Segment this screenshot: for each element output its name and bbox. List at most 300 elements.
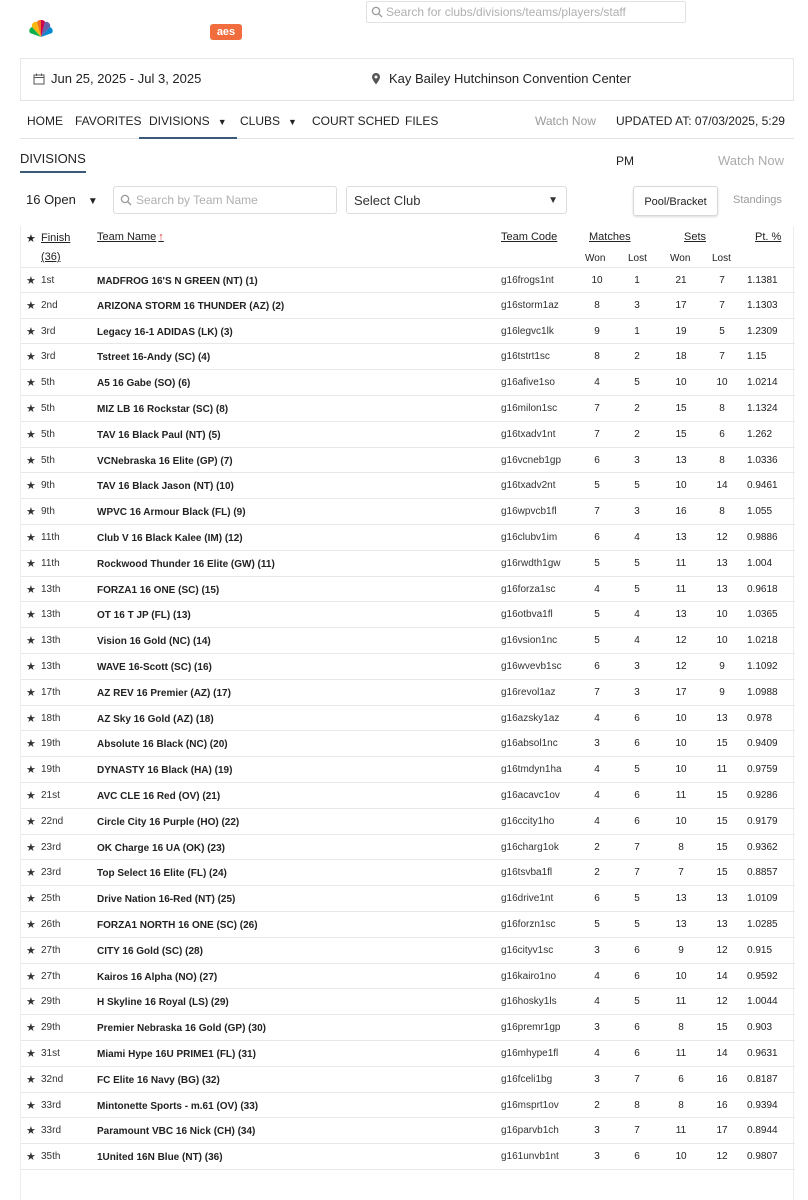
cell-matches-lost: 5 [634,480,640,492]
cell-team-code: g16vcneb1gp [501,454,562,466]
cell-team-name[interactable]: Vision 16 Gold (NC) (14) [97,636,211,648]
cell-pt-pct: 1.1381 [747,275,778,286]
favorite-star-icon[interactable]: ★ [26,944,36,957]
table-row[interactable] [21,344,795,370]
table-row[interactable] [21,293,795,319]
cell-matches-won: 8 [594,351,600,363]
cell-sets-won: 17 [675,686,687,698]
cell-matches-lost: 8 [634,1099,640,1111]
nav-home[interactable]: HOME [27,114,63,128]
favorite-star-icon[interactable]: ★ [26,841,36,854]
table-row[interactable] [21,628,795,654]
cell-team-code: g16forza1sc [501,583,556,595]
cell-team-name[interactable]: Paramount VBC 16 Nick (CH) (34) [97,1126,256,1138]
favorite-star-icon[interactable]: ★ [26,1047,36,1060]
cell-team-name[interactable]: Mintonette Sports - m.61 (OV) (33) [97,1100,259,1112]
cell-sets-lost: 11 [716,764,728,776]
cell-finish: 9th [41,480,55,492]
cell-team-name[interactable]: FORZA1 NORTH 16 ONE (SC) (26) [97,919,258,931]
tab-divisions[interactable]: DIVISIONS [20,151,86,173]
event-venue[interactable] [371,71,631,86]
cell-sets-won: 7 [678,867,684,879]
cell-matches-won: 5 [594,609,600,621]
cell-team-code: g16mhype1fl [501,1047,559,1059]
cell-sets-won: 11 [675,557,687,569]
cell-team-code: g16tsvba1fl [501,867,553,879]
cell-team-name[interactable]: TAV 16 Black Jason (NT) (10) [97,481,234,493]
cell-sets-lost: 10 [716,635,728,647]
table-row[interactable] [21,396,795,422]
cell-matches-won: 4 [594,1047,600,1059]
favorite-star-icon[interactable]: ★ [26,377,36,390]
table-row[interactable] [21,680,795,706]
search-icon [120,194,132,206]
cell-sets-won: 9 [678,944,684,956]
cell-team-name[interactable]: Circle City 16 Purple (HO) (22) [97,816,240,828]
header-matches[interactable]: Matches [589,231,631,243]
table-row[interactable] [21,964,795,990]
cell-matches-won: 3 [594,1151,600,1163]
cell-pt-pct: 1.15 [747,351,767,363]
cell-sets-lost: 17 [716,1125,728,1137]
cell-finish: 26th [41,918,61,930]
cell-sets-won: 15 [675,402,687,414]
cell-matches-won: 2 [594,841,600,853]
table-row[interactable] [21,835,795,861]
top-header [0,0,808,100]
table-row[interactable] [21,319,795,345]
nav-court-sched[interactable]: COURT SCHED [312,114,400,128]
cell-sets-won: 13 [675,609,687,621]
favorite-star-icon[interactable]: ★ [26,583,36,596]
cell-sets-lost: 15 [716,841,728,853]
table-row[interactable] [21,473,795,499]
cell-team-code: g16forzn1sc [501,918,556,930]
cell-team-name[interactable]: AVC CLE 16 Red (OV) (21) [97,790,221,802]
cell-matches-lost: 2 [634,402,640,414]
cell-sets-lost: 10 [716,377,728,389]
star-icon: ★ [26,233,36,245]
nav-files[interactable]: FILES [405,114,439,128]
cell-finish: 29th [41,996,61,1008]
calendar-icon [33,73,45,85]
cell-sets-lost: 13 [716,583,728,595]
cell-sets-won: 11 [675,1047,687,1059]
favorite-star-icon[interactable]: ★ [26,299,36,312]
chevron-down-icon: ▼ [548,195,558,206]
chevron-down-icon: ▼ [217,117,227,127]
cell-matches-won: 7 [594,402,600,414]
favorite-star-icon[interactable]: ★ [26,1022,36,1035]
cell-sets-won: 11 [675,1125,687,1137]
favorite-star-icon[interactable]: ★ [26,1125,36,1138]
cell-sets-won: 13 [675,454,687,466]
favorite-star-icon[interactable]: ★ [26,506,36,519]
cell-finish: 22nd [41,815,64,827]
cell-finish: 11th [41,557,60,569]
cell-matches-won: 6 [594,660,600,672]
cell-pt-pct: 0.8857 [747,867,778,879]
filters-bar [20,184,794,218]
cell-team-name[interactable]: Club V 16 Black Kalee (IM) (12) [97,532,243,544]
cell-sets-won: 13 [675,893,687,905]
favorite-star-icon[interactable]: ★ [26,428,36,441]
favorite-star-icon[interactable]: ★ [26,402,36,415]
header-team-code[interactable]: Team Code [501,231,558,243]
main-nav [20,100,794,168]
nav-clubs-label: CLUBS [240,114,281,128]
cell-finish: 32nd [41,1073,64,1085]
division-select-value: 16 Open [26,192,76,207]
cell-matches-won: 7 [594,506,600,518]
table-row[interactable] [21,267,795,293]
cell-sets-lost: 16 [716,1099,728,1111]
team-search-placeholder: Search by Team Name [136,193,258,207]
cell-team-name[interactable]: Drive Nation 16-Red (NT) (25) [97,894,236,906]
table-body [21,267,795,1170]
favorite-star-icon[interactable]: ★ [26,867,36,880]
cell-matches-lost: 3 [634,660,640,672]
cell-team-name[interactable]: MADFROG 16'S N GREEN (NT) (1) [97,276,258,287]
cell-sets-lost: 7 [719,351,725,363]
favorite-star-icon[interactable]: ★ [26,1099,36,1112]
table-row[interactable] [21,602,795,628]
cell-pt-pct: 0.8187 [747,1073,778,1085]
cell-matches-lost: 5 [634,893,640,905]
watch-now-link[interactable]: Watch Now [535,114,596,128]
cell-team-code: g16premr1gp [501,1022,561,1034]
cell-team-code: g16milon1sc [501,402,558,414]
cell-matches-lost: 2 [634,351,640,363]
table-row[interactable] [21,525,795,551]
cell-sets-won: 12 [675,635,687,647]
favorite-star-icon[interactable]: ★ [26,325,36,338]
favorite-star-icon[interactable]: ★ [26,351,36,364]
cell-sets-won: 11 [675,789,687,801]
cell-matches-won: 4 [594,377,600,389]
table-row[interactable] [21,757,795,783]
favorite-star-icon[interactable]: ★ [26,918,36,931]
header-finish-count: (36) [41,251,61,263]
cell-matches-lost: 5 [634,557,640,569]
chevron-down-icon: ▼ [288,117,297,127]
cell-team-name[interactable]: Miami Hype 16U PRIME1 (FL) (31) [97,1048,256,1060]
favorite-star-icon[interactable]: ★ [26,686,36,699]
table-row[interactable] [21,1093,795,1119]
cell-team-code: g16hosky1ls [501,996,557,1008]
cell-matches-won: 5 [594,557,600,569]
favorite-star-icon[interactable]: ★ [26,454,36,467]
favorite-star-icon[interactable]: ★ [26,738,36,751]
cell-sets-won: 8 [678,1022,684,1034]
table-row[interactable] [21,551,795,577]
cell-team-code: g16kairo1no [501,970,557,982]
event-dates [33,71,201,86]
cell-team-code: g16txadv1nt [501,428,556,440]
cell-matches-lost: 4 [634,635,640,647]
cell-team-name[interactable]: AZ Sky 16 Gold (AZ) (18) [97,713,214,725]
cell-finish: 5th [41,454,55,466]
cell-sets-won: 11 [675,583,687,595]
table-row[interactable] [21,731,795,757]
cell-finish: 13th [41,609,61,621]
favorite-star-icon[interactable]: ★ [26,1073,36,1086]
cell-pt-pct: 0.9409 [747,738,778,750]
table-header-row [21,226,795,248]
cell-team-name[interactable]: Legacy 16-1 ADIDAS (LK) (3) [97,326,233,338]
cell-team-name[interactable]: Absolute 16 Black (NC) (20) [97,739,228,751]
cell-finish: 33rd [41,1099,62,1111]
cell-matches-lost: 6 [634,712,640,724]
cell-team-code: g16vsion1nc [501,635,558,647]
cell-pt-pct: 1.0988 [747,686,778,698]
cell-team-code: g16legvc1lk [501,325,554,337]
cell-matches-won: 2 [594,867,600,879]
table-row[interactable] [21,654,795,680]
cell-finish: 23rd [41,867,62,879]
cell-finish: 35th [41,1151,61,1163]
cell-matches-won: 7 [594,428,600,440]
cell-team-code: g16otbva1fl [501,609,553,621]
updated-timestamp: UPDATED AT: 07/03/2025, 5:29 PM [616,114,785,168]
favorite-star-icon[interactable]: ★ [26,764,36,777]
cell-team-name[interactable]: Top Select 16 Elite (FL) (24) [97,868,227,880]
cell-sets-lost: 8 [719,454,725,466]
standings-tab[interactable]: Standings [733,194,782,206]
cell-team-name[interactable]: Kairos 16 Alpha (NO) (27) [97,971,218,983]
cell-team-code: g16tmdyn1ha [501,764,562,776]
cell-sets-lost: 16 [716,1073,728,1085]
table-row[interactable] [21,1118,795,1144]
cell-team-name[interactable]: Tstreet 16-Andy (SC) (4) [97,352,211,364]
table-row[interactable] [21,448,795,474]
favorite-star-icon[interactable]: ★ [26,789,36,802]
table-row[interactable] [21,706,795,732]
cell-sets-won: 16 [675,506,687,518]
table-row[interactable] [21,1015,795,1041]
cell-pt-pct: 1.0218 [747,635,778,647]
favorite-star-icon[interactable]: ★ [26,275,36,287]
cell-team-code: g16storm1az [501,299,559,311]
table-row[interactable] [21,912,795,938]
cell-finish: 9th [41,506,55,518]
cell-sets-lost: 15 [716,789,728,801]
cell-team-name[interactable]: 1United 16N Blue (NT) (36) [97,1152,223,1164]
cell-pt-pct: 0.915 [747,944,773,956]
favorite-star-icon[interactable]: ★ [26,635,36,648]
cell-matches-lost: 5 [634,764,640,776]
table-row[interactable] [21,809,795,835]
sponsor-logo: aes [210,24,242,40]
cell-pt-pct: 1.055 [747,506,773,518]
cell-pt-pct: 0.978 [747,712,773,724]
cell-pt-pct: 0.9179 [747,815,778,827]
cell-team-name[interactable]: ARIZONA STORM 16 THUNDER (AZ) (2) [97,300,285,312]
cell-matches-lost: 4 [634,609,640,621]
cell-matches-won: 6 [594,454,600,466]
cell-matches-won: 4 [594,712,600,724]
cell-matches-lost: 5 [634,918,640,930]
cell-team-name[interactable]: FC Elite 16 Navy (BG) (32) [97,1074,220,1086]
nav-clubs[interactable] [240,101,297,139]
table-subheader-row [21,248,795,266]
cell-team-name[interactable]: H Skyline 16 Royal (LS) (29) [97,997,229,1009]
cell-sets-lost: 14 [716,480,728,492]
cell-sets-lost: 7 [719,275,725,286]
table-row[interactable] [21,1067,795,1093]
table-row[interactable] [21,422,795,448]
favorite-star-icon[interactable]: ★ [26,996,36,1009]
cell-finish: 27th [41,970,61,982]
favorite-star-icon[interactable]: ★ [26,1151,36,1164]
cell-team-code: g16charg1ok [501,841,559,853]
cell-team-name[interactable]: OK Charge 16 UA (OK) (23) [97,842,225,854]
header-team-name[interactable] [97,231,164,243]
nav-divisions[interactable] [139,101,237,139]
cell-matches-won: 5 [594,918,600,930]
cell-team-name[interactable]: A5 16 Gabe (SO) (6) [97,378,191,390]
header-sets-won: Won [670,253,691,264]
table-row[interactable] [21,783,795,809]
header-matches-won: Won [585,253,606,264]
cell-matches-won: 3 [594,1073,600,1085]
favorite-star-icon[interactable]: ★ [26,970,36,983]
cell-team-name[interactable]: CITY 16 Gold (SC) (28) [97,945,203,957]
cell-finish: 27th [41,944,61,956]
cell-finish: 1st [41,275,55,286]
nav-favorites[interactable]: FAVORITES [75,114,142,128]
cell-matches-won: 7 [594,686,600,698]
cell-pt-pct: 1.0285 [747,918,778,930]
cell-pt-pct: 0.9759 [747,764,778,776]
cell-sets-won: 8 [678,841,684,853]
cell-team-code: g16revol1az [501,686,556,698]
cell-team-code: g16parvb1ch [501,1125,559,1137]
cell-finish: 5th [41,402,55,414]
cell-finish: 23rd [41,841,62,853]
cell-matches-lost: 1 [634,325,640,337]
cell-finish: 29th [41,1022,61,1034]
cell-matches-lost: 7 [634,867,640,879]
watch-now-link-2[interactable]: Watch Now [718,153,784,168]
cell-matches-won: 3 [594,1125,600,1137]
cell-sets-won: 11 [675,996,687,1008]
cell-team-code: g16wpvcb1fl [501,506,557,518]
cell-team-name[interactable]: Premier Nebraska 16 Gold (GP) (30) [97,1023,266,1035]
cell-sets-lost: 12 [716,996,728,1008]
cell-team-code: g16absol1nc [501,738,558,750]
cell-sets-lost: 15 [716,738,728,750]
header-matches-lost: Lost [628,253,647,264]
cell-finish: 5th [41,377,55,389]
cell-matches-won: 3 [594,1022,600,1034]
peacock-icon[interactable] [28,19,54,39]
cell-matches-lost: 3 [634,299,640,311]
table-row[interactable] [21,577,795,603]
cell-team-name[interactable]: OT 16 T JP (FL) (13) [97,610,191,622]
cell-team-name[interactable]: WAVE 16-Scott (SC) (16) [97,661,212,673]
cell-team-code: g16frogs1nt [501,275,554,286]
cell-finish: 21st [41,789,60,801]
cell-finish: 5th [41,428,55,440]
cell-matches-lost: 3 [634,454,640,466]
global-search-input[interactable] [366,1,686,23]
table-row[interactable] [21,886,795,912]
club-select-value: Select Club [354,193,421,208]
header-pt-pct[interactable]: Pt. % [755,231,782,243]
cell-finish: 13th [41,660,61,672]
cell-team-name[interactable]: AZ REV 16 Premier (AZ) (17) [97,687,231,699]
favorite-star-icon[interactable]: ★ [26,609,36,622]
header-finish[interactable]: Finish [41,232,71,244]
cell-pt-pct: 0.9631 [747,1047,778,1059]
event-dates-text: Jun 25, 2025 - Jul 3, 2025 [51,71,202,86]
club-select[interactable] [346,186,567,214]
favorite-star-icon[interactable]: ★ [26,712,36,725]
cell-sets-won: 10 [675,712,687,724]
cell-sets-won: 21 [675,275,687,286]
favorite-star-icon[interactable]: ★ [26,815,36,828]
event-info [20,58,794,100]
cell-pt-pct: 0.9592 [747,970,778,982]
cell-finish: 13th [41,583,61,595]
favorite-star-icon[interactable]: ★ [26,480,36,493]
cell-team-name[interactable]: TAV 16 Black Paul (NT) (5) [97,429,221,441]
table-row[interactable] [21,499,795,525]
cell-sets-lost: 12 [716,944,728,956]
table-row[interactable] [21,860,795,886]
cell-sets-lost: 12 [716,531,728,543]
favorite-star-icon[interactable]: ★ [26,557,36,570]
cell-team-name[interactable]: MIZ LB 16 Rockstar (SC) (8) [97,403,229,415]
sort-arrow-icon: ↑ [158,231,164,243]
cell-team-code: g16rwdth1gw [501,557,561,569]
cell-team-name[interactable]: VCNebraska 16 Elite (GP) (7) [97,455,233,467]
cell-team-name[interactable]: Rockwood Thunder 16 Elite (GW) (11) [97,558,275,570]
cell-sets-lost: 13 [716,712,728,724]
cell-team-name[interactable]: FORZA1 16 ONE (SC) (15) [97,584,220,596]
cell-sets-lost: 6 [719,428,725,440]
table-row[interactable] [21,938,795,964]
cell-pt-pct: 0.903 [747,1022,773,1034]
favorite-star-icon[interactable]: ★ [26,531,36,544]
cell-team-name[interactable]: DYNASTY 16 Black (HA) (19) [97,765,233,777]
pool-bracket-button[interactable]: Pool/Bracket [633,186,718,216]
division-select[interactable] [26,192,98,207]
cell-sets-lost: 13 [716,557,728,569]
team-search-input[interactable] [113,186,337,214]
header-sets[interactable]: Sets [684,231,707,243]
cell-finish: 17th [41,686,61,698]
cell-pt-pct: 1.1324 [747,402,778,414]
cell-matches-won: 4 [594,789,600,801]
cell-matches-lost: 6 [634,1022,640,1034]
favorite-star-icon[interactable]: ★ [26,660,36,673]
favorite-star-icon[interactable]: ★ [26,893,36,906]
cell-pt-pct: 1.262 [747,428,773,440]
cell-sets-won: 10 [675,480,687,492]
cell-finish: 19th [41,738,61,750]
cell-team-name[interactable]: WPVC 16 Armour Black (FL) (9) [97,507,246,519]
table-row[interactable] [21,1041,795,1067]
cell-pt-pct: 0.9461 [747,480,778,492]
table-row[interactable] [21,370,795,396]
table-row[interactable] [21,1144,795,1170]
cell-sets-won: 10 [675,815,687,827]
cell-pt-pct: 0.9618 [747,583,778,595]
table-row[interactable] [21,989,795,1015]
cell-sets-lost: 13 [716,893,728,905]
